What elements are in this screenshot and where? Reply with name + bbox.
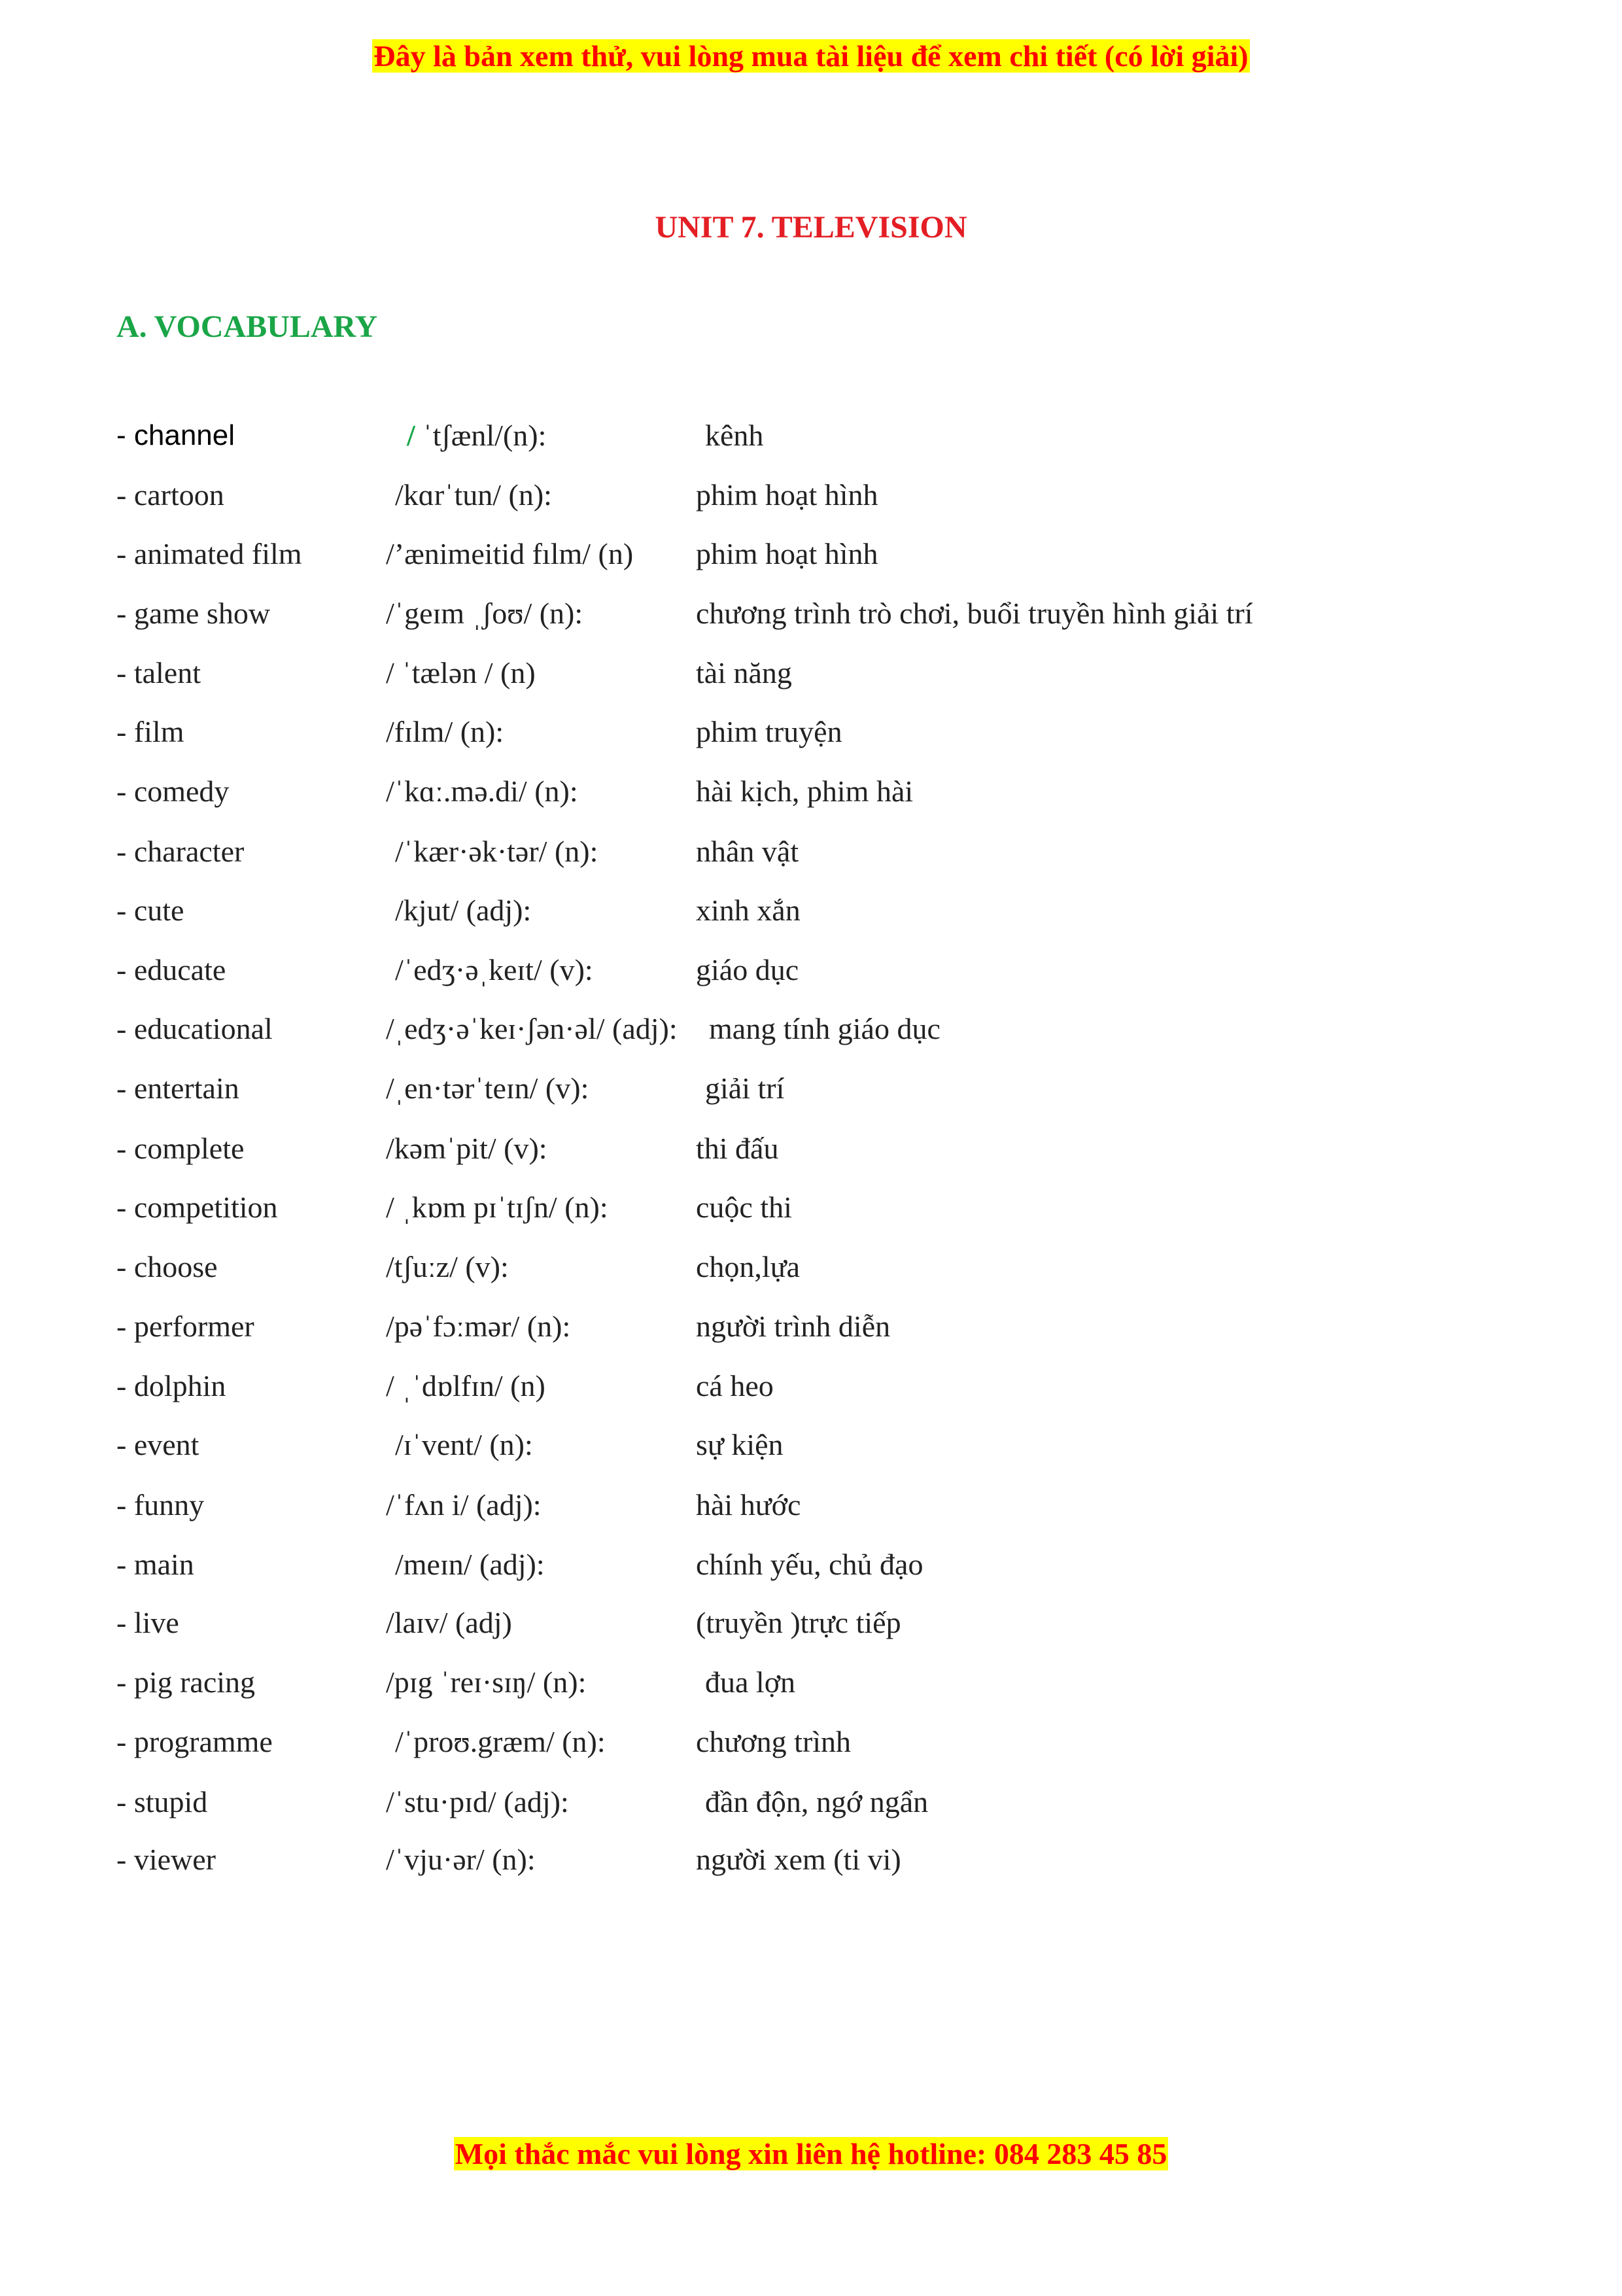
vocab-ipa: /ˈkɑː.mə.di/ (n): [386,774,578,808]
vocab-word: - entertain [116,1071,239,1105]
vocab-meaning: chính yếu, chủ đạo [696,1548,923,1581]
vocab-meaning: giáo dục [696,953,799,986]
vocab-meaning: chọn,lựa [696,1250,801,1283]
vocab-meaning: thi đấu [696,1132,779,1165]
vocab-word: - game show [116,597,271,630]
hotline-banner [0,2134,1622,2174]
vocab-row [0,832,1622,871]
vocab-ipa: /kjut/ (adj): [395,894,532,927]
vocab-meaning: người xem (ti vi) [696,1843,901,1876]
vocab-ipa: /ˈvju·ər/ (n): [386,1843,536,1876]
vocab-meaning: cuộc thi [696,1191,792,1224]
vocab-row [0,772,1622,811]
vocab-meaning: nhân vật [696,835,799,868]
vocab-meaning: cá heo [696,1369,774,1402]
vocab-ipa: /tʃuːz/ (v): [386,1250,509,1283]
vocab-meaning: hài hước [696,1488,801,1522]
vocab-row [0,653,1622,693]
vocab-row [0,1425,1622,1465]
vocab-row [0,1129,1622,1168]
vocab-row [0,1069,1622,1108]
vocab-word: - talent [116,656,201,689]
vocab-meaning: xinh xắn [696,894,801,927]
vocab-word: - funny [116,1488,205,1522]
vocab-ipa: /ˌen·tərˈteɪn/ (v): [386,1071,589,1105]
vocab-word: - complete [116,1132,245,1165]
vocab-row [0,1188,1622,1227]
vocab-meaning: giải trí [705,1071,785,1105]
vocab-ipa: /ˈfʌn i/ (adj): [386,1488,542,1522]
vocab-meaning: phim truyện [696,715,842,748]
vocab-row [0,1545,1622,1584]
vocab-meaning: kênh [705,419,764,452]
unit-title: UNIT 7. TELEVISION [655,210,967,245]
vocab-row [0,1307,1622,1346]
vocab-word: - choose [116,1250,218,1283]
vocab-ipa [407,416,546,455]
vocab-word: - cute [116,894,184,927]
vocab-word: - viewer [116,1843,216,1876]
vocab-row [0,1663,1622,1702]
vocab-ipa: /’ænimeitid fılm/ (n) [386,537,634,570]
vocab-row [0,534,1622,574]
preview-notice-text: Đây là bản xem thử, vui lòng mua tài liệu để xem chi tiết (có lời giải) [373,39,1249,73]
vocab-row [0,1840,1622,1879]
vocab-ipa: /laɪv/ (adj) [386,1606,512,1639]
vocab-word: - character [116,835,245,868]
vocab-meaning: tài năng [696,656,792,689]
vocab-row [0,1009,1622,1049]
vocab-ipa: /ˌedʒ·əˈkeɪ·ʃən·əl/ (adj): [386,1012,678,1045]
vocab-meaning: chương trình [696,1725,852,1758]
vocab-meaning: sự kiện [696,1428,784,1461]
vocab-word: - performer [116,1310,254,1343]
ipa-slash: / [407,419,415,452]
vocab-ipa: /kəmˈpit/ (v): [386,1132,547,1165]
vocab-word: - main [116,1548,194,1581]
vocab-ipa: /ˈedʒ·əˌkeɪt/ (v): [395,953,593,986]
vocab-row [0,950,1622,990]
vocab-row [0,476,1622,515]
vocab-ipa: / ˌkɒm pɪˈtɪʃn/ (n): [386,1191,608,1224]
vocab-meaning: đua lợn [705,1665,796,1699]
preview-notice-banner [0,36,1622,77]
vocab-row [0,1247,1622,1287]
vocab-ipa: /ˈgeɪm ˌʃoʊ/ (n): [386,597,583,630]
vocab-meaning: phim hoạt hình [696,478,878,512]
vocab-word: - event [116,1428,199,1461]
ipa-text: ˈtʃænl/(n): [415,419,547,452]
vocab-ipa: /ˈproʊ.græm/ (n): [395,1725,606,1758]
hotline-text: Mọi thắc mắc vui lòng xin liên hệ hotline: 084 283 45 85 [455,2137,1167,2170]
vocab-word: - competition [116,1191,278,1224]
vocab-ipa: /kɑrˈtun/ (n): [395,478,552,512]
vocab-row [0,1722,1622,1762]
vocab-row [0,712,1622,752]
vocab-row [0,1486,1622,1525]
vocab-row-channel [0,416,1622,455]
vocab-word: - programme [116,1725,273,1758]
vocab-meaning: đần độn, ngớ ngẩn [705,1785,929,1818]
vocab-ipa: /ˈstu·pɪd/ (adj): [386,1785,569,1818]
section-heading: A. VOCABULARY [116,309,378,344]
vocab-word: - educate [116,953,226,986]
vocab-meaning: chương trình trò chơi, buổi truyền hình giải trí [696,597,1253,630]
vocab-word: - film [116,715,184,748]
vocab-ipa: /pɪg ˈreɪ·sɪŋ/ (n): [386,1665,587,1699]
vocab-ipa: /pəˈfɔːmər/ (n): [386,1310,571,1343]
vocab-ipa: /ˈkær·ək·tər/ (n): [395,835,598,868]
vocab-word: - animated film [116,537,302,570]
vocab-row [0,1603,1622,1643]
vocab-word: - pig racing [116,1665,256,1699]
vocab-meaning: (truyền )trực tiếp [696,1606,901,1639]
vocab-ipa: /meɪn/ (adj): [395,1548,545,1581]
vocab-meaning: phim hoạt hình [696,537,878,570]
vocab-ipa: / ˌˈdɒlfɪn/ (n) [386,1369,545,1402]
vocab-meaning: người trình diễn [696,1310,891,1343]
vocab-word: - stupid [116,1785,208,1818]
vocab-meaning: hài kịch, phim hài [696,774,914,808]
vocab-word: - live [116,1606,179,1639]
vocab-ipa: / ˈtælən / (n) [386,656,536,689]
vocab-word: - channel [116,419,235,451]
vocab-row [0,1366,1622,1406]
vocab-word: - educational [116,1012,273,1045]
vocab-meaning: mang tính giáo dục [709,1012,940,1045]
vocab-ipa: /ɪˈvent/ (n): [395,1428,533,1461]
vocab-row [0,594,1622,633]
vocab-word: - dolphin [116,1369,226,1402]
vocab-word: - comedy [116,774,230,808]
vocab-row [0,891,1622,930]
vocab-row [0,1783,1622,1822]
vocab-word: - cartoon [116,478,224,512]
vocab-ipa: /fɪlm/ (n): [386,715,504,748]
